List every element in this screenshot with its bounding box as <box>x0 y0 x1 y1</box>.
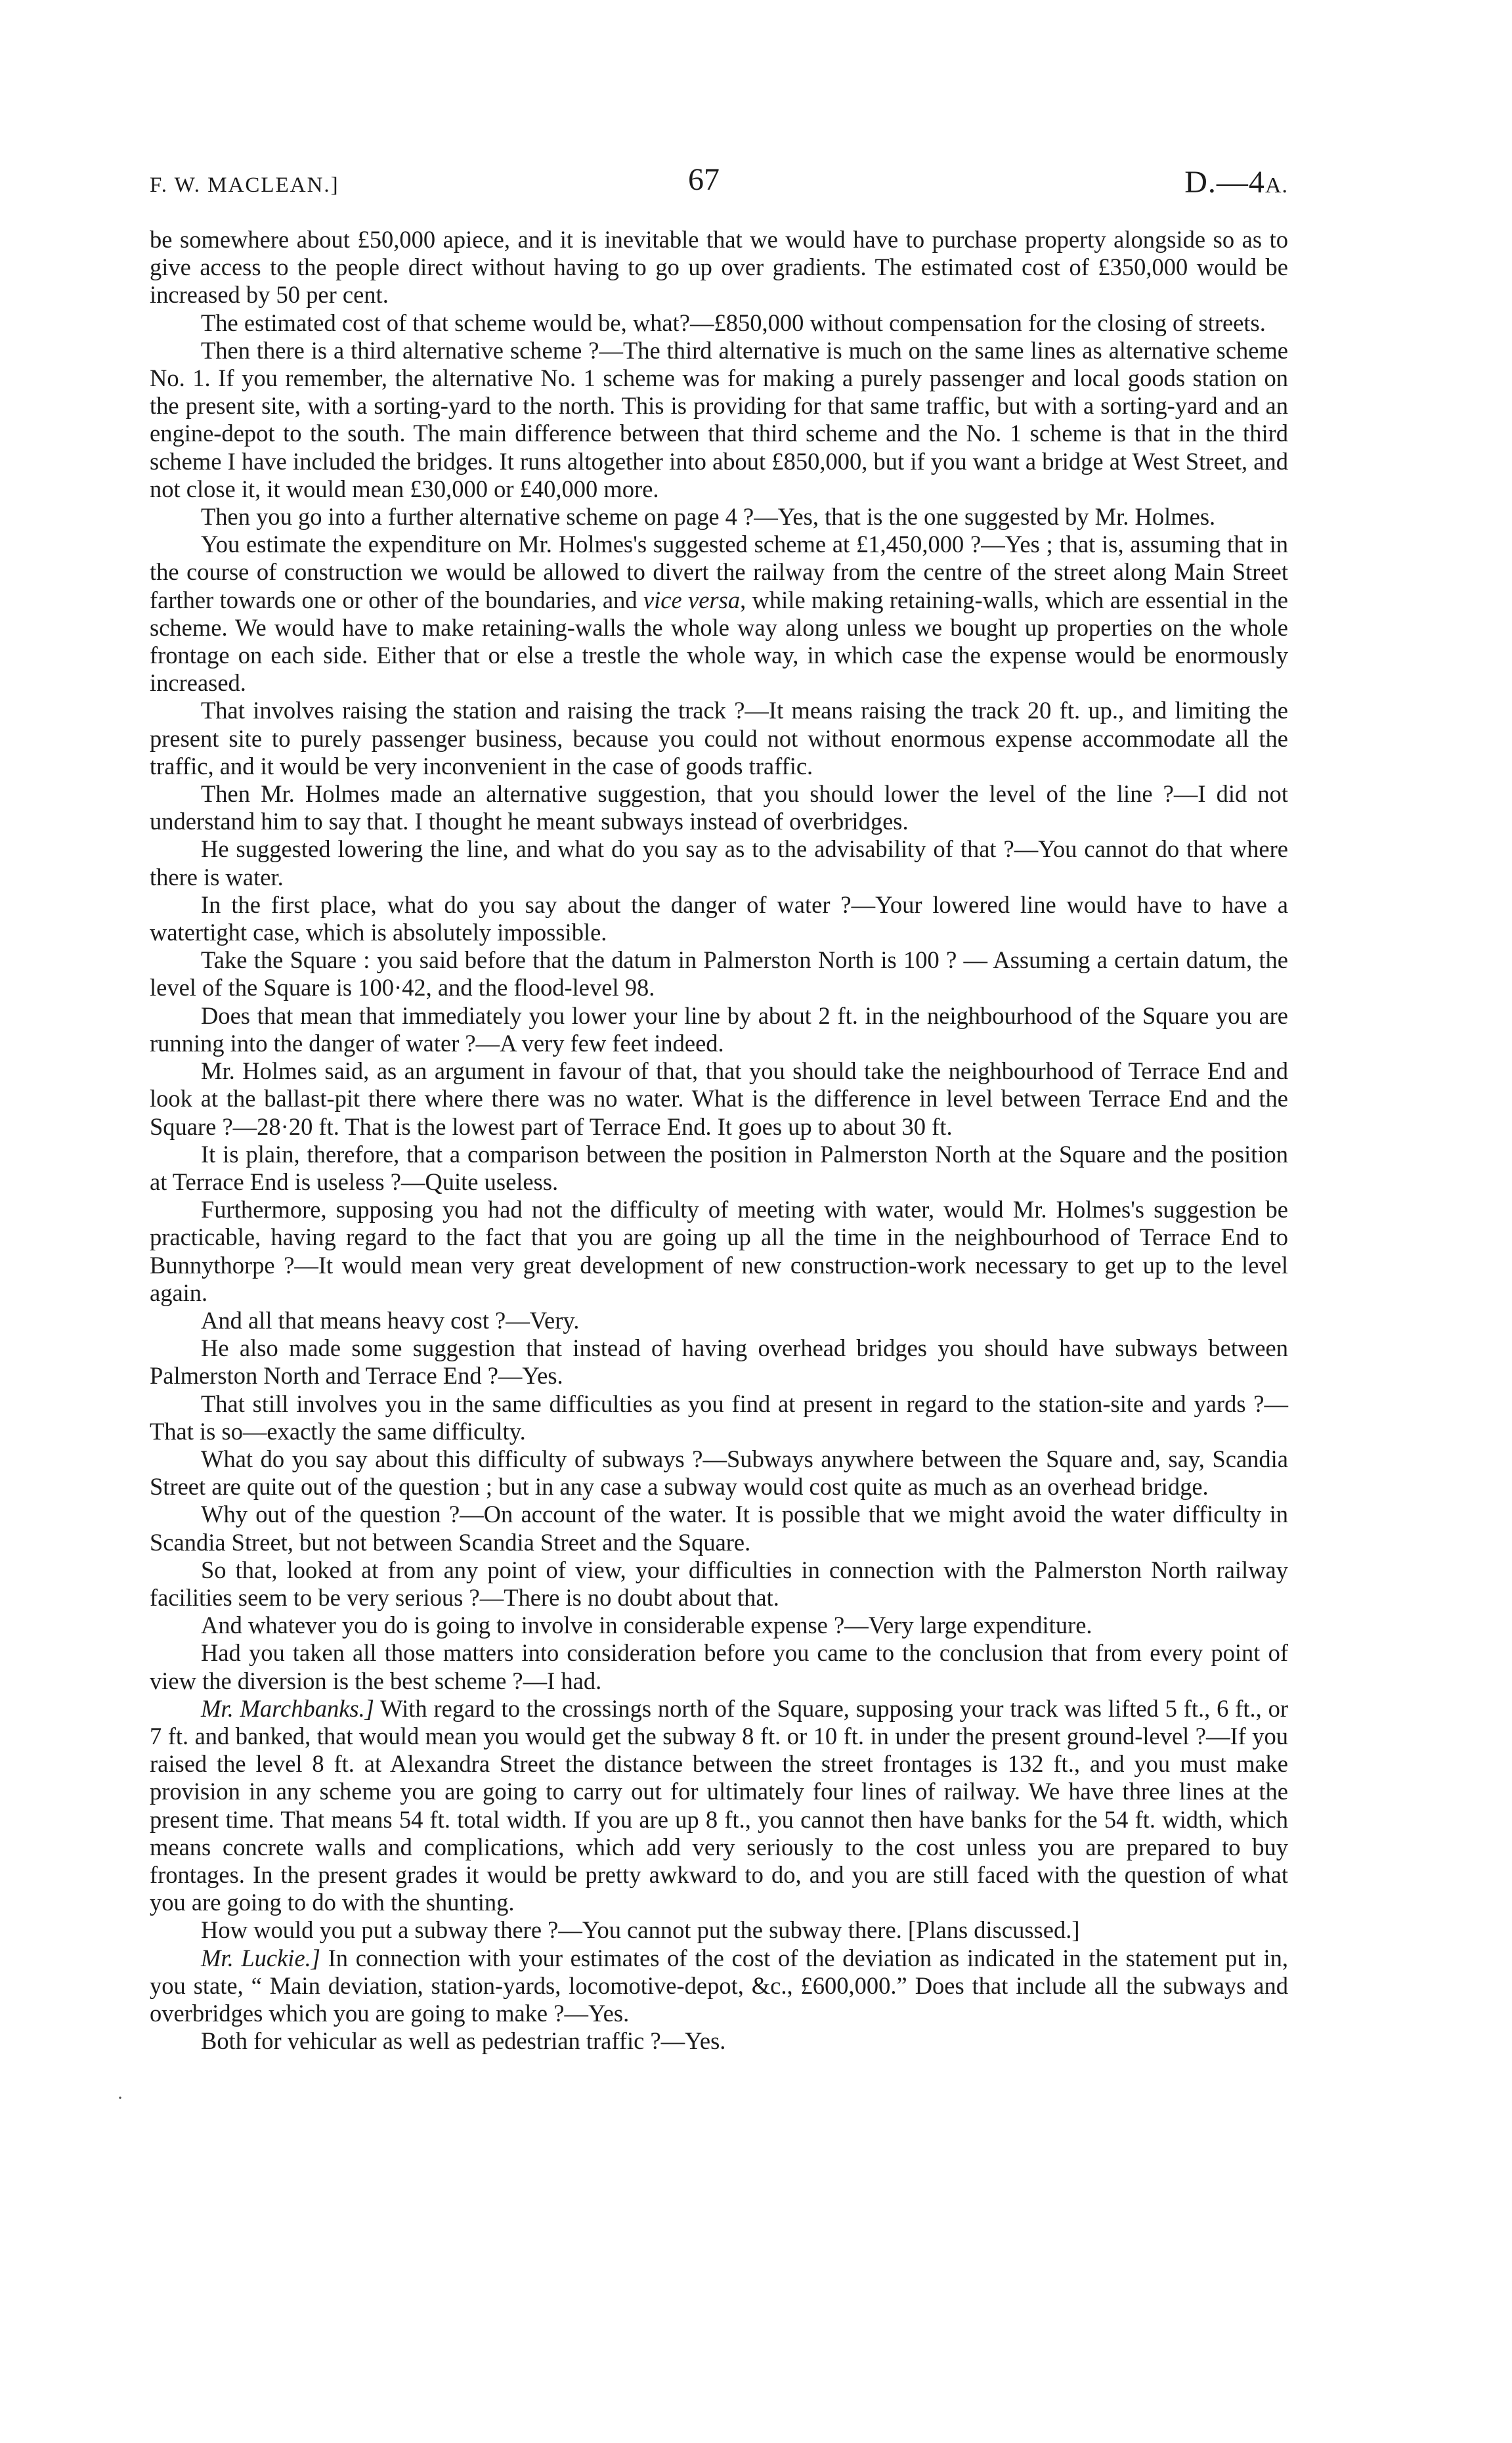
paragraph-text: And whatever you do is going to involve in considerable expense ?—Very large expenditure. <box>201 1612 1092 1639</box>
paragraph <box>150 531 1288 697</box>
paragraph <box>150 1002 1288 1057</box>
paragraph <box>150 891 1288 946</box>
paragraph <box>150 1196 1288 1307</box>
paragraph-text: In the first place, what do you say about the danger of water ?—Your lowered line would have to have a watertight case, which is absolutely impossible. <box>150 891 1288 946</box>
paragraph-text: Then you go into a further alternative scheme on page 4 ?—Yes, that is the one suggested by Mr. Holmes. <box>201 503 1216 531</box>
paragraph-text: Does that mean that immediately you lower your line by about 2 ft. in the neighbourhood of the Square you are running into the danger of water ?—A very few feet indeed. <box>150 1001 1288 1057</box>
paragraph-text: , while making retaining-walls, which are essential in the scheme. We would have to make retaining-walls the whole way along unless we bought up properties on the whole frontage on each side. Either that or else a trestle the whole way, in which case the expense would be enormously increased. <box>150 586 1288 697</box>
paragraph <box>150 1639 1288 1694</box>
header-witness-name: F. W. MACLEAN.] <box>150 173 339 197</box>
paragraph-text: Then there is a third alternative scheme ?—The third alternative is much on the same lines as alternative scheme No. 1. If you remember, the alternative No. 1 scheme was for making a purely passenger and local goods station on the present site, with a sorting-yard to the north. This is providing for that same traffic, but with a sorting-yard and an engine-depot to the south. The main difference between that third scheme and the No. 1 scheme is that in the third scheme I have included the bridges. It runs altogether into about £850,000, but if you want a bridge at West Street, and not close it, it would mean £30,000 or £40,000 more. <box>150 336 1288 502</box>
page-number: 67 <box>688 162 720 197</box>
paragraph <box>150 1501 1288 1556</box>
paragraph <box>150 1916 1288 1944</box>
paragraph-text: How would you put a subway there ?—You cannot put the subway there. [Plans discussed.] <box>201 1916 1080 1944</box>
paragraph <box>150 1141 1288 1196</box>
paragraph <box>150 2027 1288 2055</box>
header-document-code <box>1184 164 1288 200</box>
paragraph <box>150 1445 1288 1501</box>
paragraph-text: Then Mr. Holmes made an alternative suggestion, that you should lower the level of the line ?—I did not understand him to say that. I thought he meant subways instead of overbridges. <box>150 780 1288 835</box>
paragraph-text: And all that means heavy cost ?—Very. <box>201 1306 580 1334</box>
speaker-name: Mr. Luckie.] <box>201 1944 320 1971</box>
paragraph-text: You estimate the expenditure on Mr. Holmes's suggested scheme at £1,450,000 ?—Yes ; that is, assuming that in the course of construction we would be allowed to divert the railway from the centre of the street along Main Street farther towards one or other of the boundaries, and <box>150 531 1288 613</box>
paragraph-text: That still involves you in the same difficulties as you find at present in regard to the station-site and yards ?—That is so—exactly the same difficulty. <box>150 1390 1288 1445</box>
paragraph-text: The estimated cost of that scheme would be, what?—£850,000 without compensation for the closing of streets. <box>201 309 1266 336</box>
paragraph-text: With regard to the crossings north of the Square, supposing your track was lifted 5 ft., 6 ft., or 7 ft. and banked, that would mean you would get the subway 8 ft. or 10 ft. in under the present ground-level ?—If you raised the level 8 ft. at Alexandra Street the distance between the street frontages is 132 ft., and you must make provision in any scheme you are going to carry out for ultimately four lines of railway. We have three lines at the present time. That means 54 ft. total width. If you are up 8 ft., you cannot then have banks for the 54 ft. width, which means concrete walls and complications, which add very seriously to the cost unless you are prepared to buy frontages. In the present grades it would be pretty awkward to do, and you are still faced with the question of what you are going to do with the shunting. <box>150 1694 1288 1916</box>
paragraph <box>150 1695 1288 1917</box>
paragraph <box>150 1057 1288 1141</box>
paragraph-text: He also made some suggestion that instead of having overhead bridges you should have subways between Palmerston North and Terrace End ?—Yes. <box>150 1334 1288 1390</box>
paragraph <box>150 1556 1288 1612</box>
paragraph-text: Mr. Holmes said, as an argument in favour of that, that you should take the neighbourhood of Terrace End and look at the ballast-pit there where there was no water. What is the difference in level between Terrace End and the Square ?—28·20 ft. That is the lowest part of Terrace End. It goes up to about 30 ft. <box>150 1057 1288 1140</box>
margin-mark: · <box>117 2087 123 2109</box>
paragraph <box>150 337 1288 503</box>
paragraph-text: That involves raising the station and raising the track ?—It means raising the track 20 ft. up., and limiting the present site to purely passenger business, because you could not without enormous expense accommodate all the traffic, and it would be very inconvenient in the case of goods traffic. <box>150 697 1288 780</box>
paragraph <box>150 1307 1288 1334</box>
paragraph-text: So that, looked at from any point of view, your difficulties in connection with the Palmerston North railway facilities seem to be very serious ?—There is no doubt about that. <box>150 1556 1288 1611</box>
paragraph <box>150 503 1288 531</box>
paragraph <box>150 697 1288 780</box>
paragraph-text: Both for vehicular as well as pedestrian traffic ?—Yes. <box>201 2027 726 2055</box>
italic-phrase: vice versa <box>643 586 741 613</box>
paragraph <box>150 309 1288 337</box>
paragraph <box>150 1945 1288 2028</box>
paragraph-text: It is plain, therefore, that a comparison between the position in Palmerston North at the Square and the position at Terrace End is useless ?—Quite useless. <box>150 1140 1288 1195</box>
paragraph <box>150 1390 1288 1445</box>
page-header <box>150 162 1288 208</box>
body-text <box>150 226 1288 2055</box>
paragraph-text: What do you say about this difficulty of subways ?—Subways anywhere between the Square and, say, Scandia Street are quite out of the question ; but in any case a subway would cost quite as much as an overhead bridge. <box>150 1445 1288 1501</box>
paragraph <box>150 946 1288 1001</box>
document-code-suffix: A. <box>1264 173 1288 198</box>
paragraph-text: Furthermore, supposing you had not the difficulty of meeting with water, would Mr. Holmes's suggestion be practicable, having regard to the fact that you are going up all the time in the neighbourhood of Terrace End to Bunnythorpe ?—It would mean very great development of new construction-work necessary to get up to the level again. <box>150 1196 1288 1306</box>
paragraph <box>150 226 1288 309</box>
paragraph <box>150 835 1288 891</box>
paragraph <box>150 1334 1288 1390</box>
paragraph-text: He suggested lowering the line, and what do you say as to the advisability of that ?—You cannot do that where there is water. <box>150 835 1288 891</box>
document-code-main: D.—4 <box>1184 165 1265 200</box>
paragraph <box>150 780 1288 835</box>
paragraph-text: In connection with your estimates of the cost of the deviation as indicated in the statement put in, you state, “ Main deviation, station-yards, locomotive-depot, &c., £600,000.” Does that include all the subways and overbridges which you are going to make ?—Yes. <box>150 1944 1288 2027</box>
paragraph-text: Had you taken all those matters into consideration before you came to the conclusion that from every point of view the diversion is the best scheme ?—I had. <box>150 1639 1288 1694</box>
speaker-name: Mr. Marchbanks.] <box>201 1694 374 1722</box>
paragraph <box>150 1612 1288 1639</box>
paragraph-text: Take the Square : you said before that the datum in Palmerston North is 100 ? — Assuming a certain datum, the level of the Square is 100·42, and the flood-level 98. <box>150 946 1288 1001</box>
paragraph-text: be somewhere about £50,000 apiece, and it is inevitable that we would have to purchase property alongside so as to give access to the people direct without having to go up over gradients. The estimated cost of £350,000 would be increased by 50 per cent. <box>150 226 1288 309</box>
paragraph-text: Why out of the question ?—On account of the water. It is possible that we might avoid the water difficulty in Scandia Street, but not between Scandia Street and the Square. <box>150 1501 1288 1556</box>
